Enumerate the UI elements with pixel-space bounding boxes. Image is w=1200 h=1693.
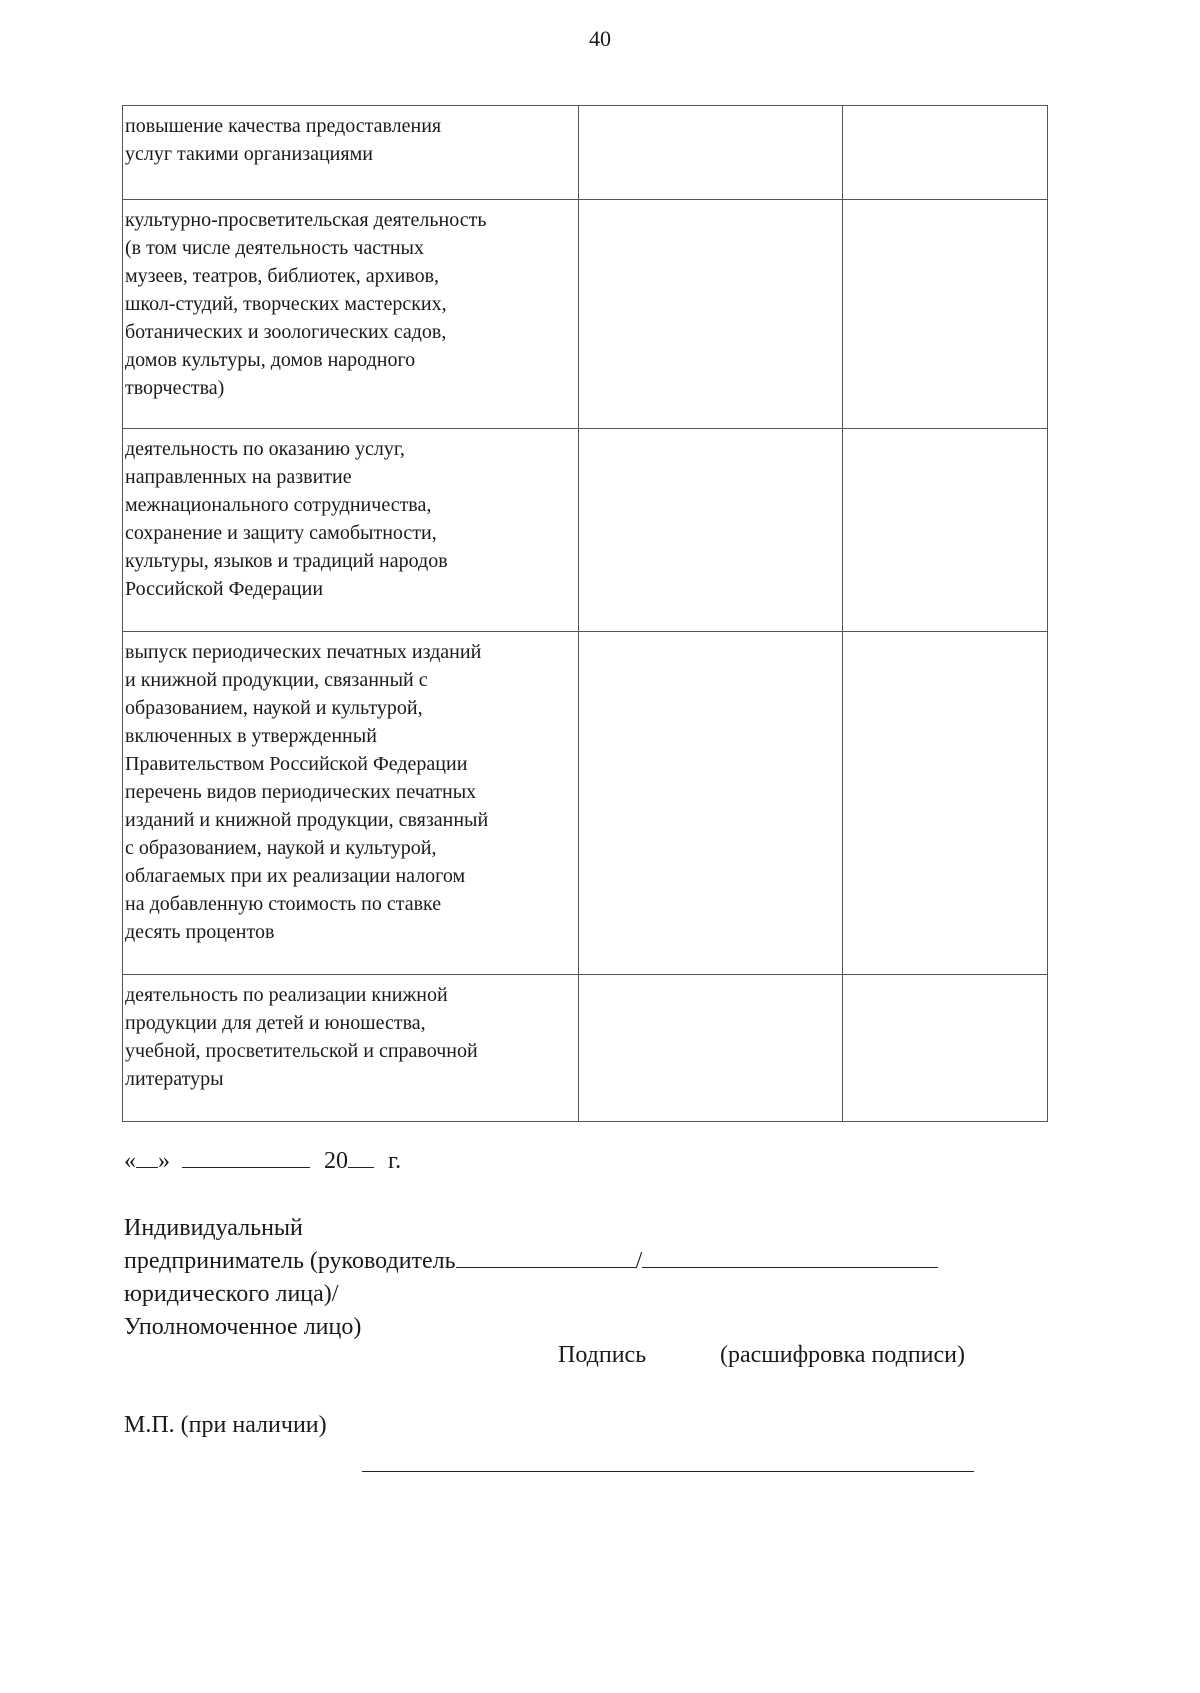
value-cell-b[interactable] <box>843 975 1048 1122</box>
stamp-label: М.П. (при наличии) <box>124 1412 327 1438</box>
transcript-blank[interactable] <box>642 1266 938 1268</box>
value-cell-a[interactable] <box>579 429 843 632</box>
date-open-quote: « <box>124 1148 136 1174</box>
table-row <box>123 975 1048 1122</box>
value-cell-a[interactable] <box>579 106 843 200</box>
day-blank[interactable] <box>136 1166 158 1168</box>
activity-description: деятельность по оказанию услуг, направленных на развитие межнационального сотрудничества, сохранение и защиту самобытности, культуры, языков и традиций народов Российской Федерации <box>123 429 579 632</box>
page-number: 40 <box>589 26 611 51</box>
signature-caption: Подпись <box>558 1342 647 1368</box>
table-row <box>123 429 1048 632</box>
date-line <box>124 1148 401 1175</box>
transcript-caption: (расшифровка подписи) <box>720 1342 965 1368</box>
signatory-line-4: Уполномоченное лицо) <box>124 1314 362 1340</box>
value-cell-b[interactable] <box>843 106 1048 200</box>
year-suffix: г. <box>388 1148 402 1174</box>
year-blank[interactable] <box>348 1166 374 1168</box>
signatory-block <box>124 1212 938 1344</box>
activity-table <box>122 105 1048 1122</box>
activity-description: повышение качества предоставления услуг такими организациями <box>123 106 579 200</box>
value-cell-a[interactable] <box>579 200 843 429</box>
year-prefix: 20 <box>324 1148 348 1174</box>
value-cell-b[interactable] <box>843 200 1048 429</box>
activity-description: деятельность по реализации книжной продукции для детей и юношества, учебной, просветительской и справочной литературы <box>123 975 579 1122</box>
stamp-signature-line[interactable] <box>362 1471 974 1472</box>
signatory-role-text: предприниматель (руководитель <box>124 1248 456 1274</box>
value-cell-b[interactable] <box>843 429 1048 632</box>
table-row <box>123 106 1048 200</box>
signatory-line-2 <box>124 1245 938 1278</box>
value-cell-a[interactable] <box>579 975 843 1122</box>
signature-blank[interactable] <box>456 1266 636 1268</box>
value-cell-a[interactable] <box>579 632 843 975</box>
date-close-quote: » <box>158 1148 170 1174</box>
activity-description: выпуск периодических печатных изданий и книжной продукции, связанный с образованием, наукой и культурой, включенных в утвержденный Правительством Российской Федерации перечень видов периодических печатных изданий и книжной продукции, связанный с образованием, наукой и культурой, облагаемых при их реализации налогом на добавленную стоимость по ставке десять процентов <box>123 632 579 975</box>
month-blank[interactable] <box>182 1166 310 1168</box>
signatory-line-3: юридического лица)/ <box>124 1281 339 1307</box>
table-row <box>123 632 1048 975</box>
table-row <box>123 200 1048 429</box>
activity-description: культурно-просветительская деятельность (в том числе деятельность частных музеев, театров, библиотек, архивов, школ-студий, творческих мастерских, ботанических и зоологических садов, домов культуры, домов народного творчества) <box>123 200 579 429</box>
signatory-line-1: Индивидуальный <box>124 1215 303 1241</box>
value-cell-b[interactable] <box>843 632 1048 975</box>
signature-separator: / <box>635 1248 643 1274</box>
